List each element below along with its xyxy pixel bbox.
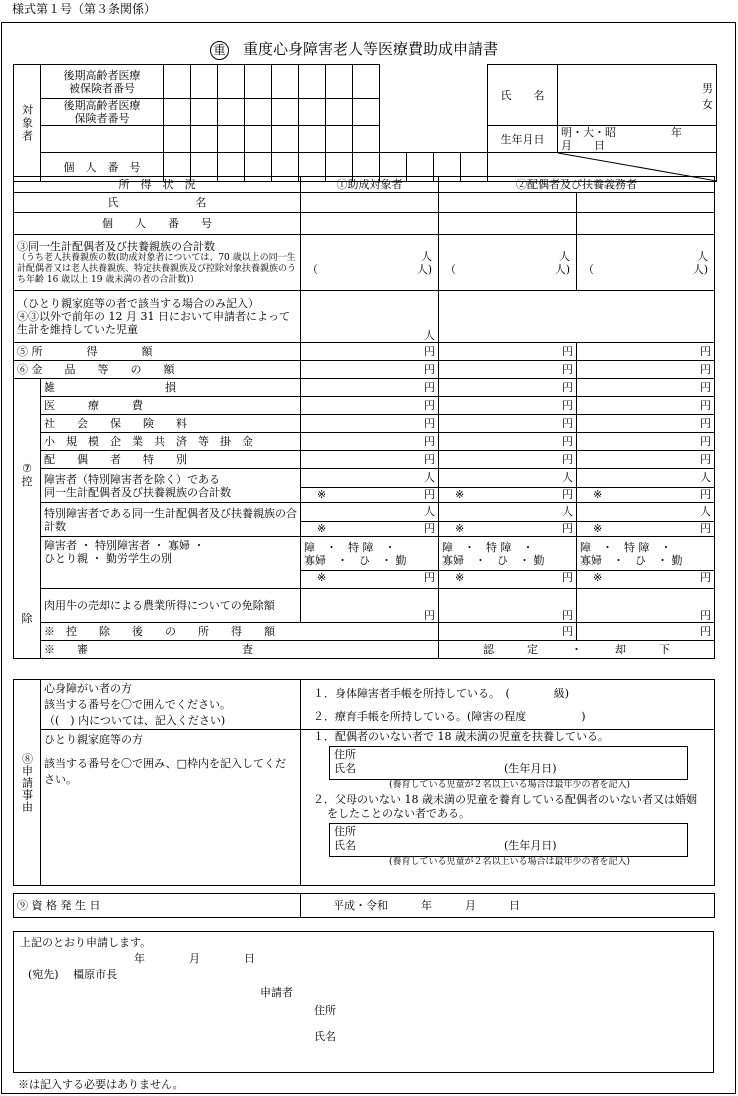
blank-cell xyxy=(434,65,461,99)
deduction-label: 雑 損 xyxy=(41,379,301,397)
deduct-label-bottom: 除 xyxy=(21,612,33,625)
review-label: ※ 審 査 xyxy=(41,641,439,659)
digit-cell[interactable] xyxy=(272,126,299,153)
split-cell[interactable] xyxy=(439,469,577,503)
blank-cell xyxy=(41,126,164,153)
yen-cell[interactable]: 円 xyxy=(577,589,715,623)
yen-cell[interactable]: 円 xyxy=(301,361,439,379)
application-box xyxy=(13,931,714,1073)
application-date[interactable]: 年 月 日 xyxy=(134,952,255,965)
subject-insured-no-label: 後期高齢者医療 被保険者番号 xyxy=(41,65,164,99)
unit-label: 人 xyxy=(301,471,438,488)
digit-cell[interactable] xyxy=(191,65,218,99)
yen-cell[interactable]: 円 xyxy=(301,433,439,451)
personal-number-label: 個 人 番 号 xyxy=(41,153,164,182)
mental-note: （( ) 内については、記入ください) xyxy=(44,713,226,727)
col1-header: ①助成対象者 xyxy=(301,177,439,193)
applicant-label: 申請者 xyxy=(260,986,293,999)
mark: ※ xyxy=(593,521,603,535)
yen-label: 円 xyxy=(424,571,435,584)
mark: ※ xyxy=(317,521,327,535)
eligibility-label: ⑨ 資 格 発 生 日 xyxy=(14,894,301,918)
digit-cell[interactable] xyxy=(353,65,380,99)
split-cell[interactable] xyxy=(439,503,577,537)
paren-close: 人) xyxy=(416,262,432,276)
after-deduction-label: ※ 控 除 後 の 所 得 額 xyxy=(41,623,439,641)
beef-label: 肉用牛の売却による農業所得についての免除額 xyxy=(41,589,301,623)
digit-cell[interactable] xyxy=(353,126,380,153)
yen-cell[interactable]: 円 xyxy=(439,451,577,469)
paren-close: 人) xyxy=(692,262,708,276)
review-value: 認 定 ・ 却 下 xyxy=(439,641,715,659)
yen-cell[interactable]: 円 xyxy=(577,361,715,379)
split-cell[interactable] xyxy=(301,469,439,503)
option-no-spouse[interactable]: １．配偶者のいない者で 18 歳未満の児童を扶養している。 xyxy=(313,730,609,743)
mark: ※ xyxy=(317,487,327,501)
mental-instruction: 該当する番号を〇で囲んでください。 xyxy=(44,697,231,711)
mark: ※ xyxy=(455,487,465,501)
subject-side-label: 対象者 xyxy=(14,65,41,182)
single-label xyxy=(41,730,301,886)
yen-cell[interactable]: 円 xyxy=(439,343,577,361)
application-line: 上記のとおり申請します。 xyxy=(20,936,152,949)
digit-cell[interactable] xyxy=(245,99,272,126)
digit-cell[interactable] xyxy=(218,99,245,126)
blank-cell xyxy=(380,99,488,126)
title-mark: 重 xyxy=(210,41,229,60)
mark: ※ xyxy=(593,487,603,501)
yen-cell[interactable]: 円 xyxy=(301,397,439,415)
single-desc: 該当する番号を〇で囲み、□枠内を記入してください。 xyxy=(44,757,287,786)
child-blank xyxy=(439,291,715,343)
split-cell[interactable] xyxy=(577,469,715,503)
dependents-cell[interactable] xyxy=(577,235,715,291)
mark: ※ xyxy=(455,571,465,584)
option-physical[interactable]: １．身体障害者手帳を所持している。 ( 級) xyxy=(313,687,570,700)
goods-amount-label: ⑥ 金 品 等 の 額 xyxy=(14,361,301,379)
yen-cell[interactable]: 円 xyxy=(301,451,439,469)
digit-cell[interactable] xyxy=(326,65,353,99)
deduction-side-label xyxy=(14,379,41,659)
yen-cell[interactable]: 円 xyxy=(577,343,715,361)
sex-female[interactable]: 女 xyxy=(702,98,713,111)
input-cell[interactable] xyxy=(577,193,715,213)
subject-table xyxy=(13,64,717,182)
mark: ※ xyxy=(317,571,327,584)
option-no-parents[interactable]: ２．父母のいない 18 歳未満の児童を養育している配偶者のいない者又は婚姻をしたことのない者である。 xyxy=(313,793,697,820)
yen-cell[interactable]: 円 xyxy=(439,361,577,379)
unit-label: 人 xyxy=(577,505,714,522)
mental-label xyxy=(41,680,301,730)
title-text: 重度心身障害老人等医療費助成申請書 xyxy=(243,40,499,58)
disabled-dependents-label: 障害者（特別障害者を除く）である 同一生計配偶者及び扶養親族の合計数 xyxy=(41,469,301,503)
child-row-label xyxy=(14,291,301,343)
yen-label: 円 xyxy=(700,521,711,535)
unit-label: 人 xyxy=(301,505,438,522)
yen-cell[interactable]: 円 xyxy=(439,589,577,623)
dependents-cell[interactable] xyxy=(439,235,577,291)
col2-header: ②配偶者及び扶養義務者 xyxy=(439,177,715,193)
yen-cell[interactable]: 円 xyxy=(577,397,715,415)
dependents-title: ③同一生計配偶者及び扶養親族の合計数 xyxy=(17,239,215,253)
digit-cell[interactable] xyxy=(245,65,272,99)
yen-label: 円 xyxy=(700,571,711,584)
mental-title: 心身障がい者の方 xyxy=(44,681,132,695)
birth-label: 生年月日 xyxy=(488,126,558,153)
digit-cell[interactable] xyxy=(326,126,353,153)
unit-label: 人 xyxy=(439,505,576,522)
child-box-2[interactable] xyxy=(329,823,688,857)
eligibility-value[interactable]: 平成・令和 年 月 日 xyxy=(301,894,715,918)
yen-cell[interactable]: 円 xyxy=(577,415,715,433)
name-label: 氏名 xyxy=(334,839,356,852)
id-row-label: 個 人 番 号 xyxy=(14,213,301,235)
yen-cell[interactable]: 円 xyxy=(301,589,439,623)
paren-open: （ xyxy=(307,262,318,276)
digit-cell[interactable] xyxy=(272,99,299,126)
dependents-cell[interactable] xyxy=(301,235,439,291)
status-line2: 寡婦 ・ ひ ・ 勤 xyxy=(439,554,576,571)
digit-cell xyxy=(380,65,407,99)
child-box-1[interactable] xyxy=(329,746,688,780)
input-cell[interactable] xyxy=(577,213,715,235)
address-label: 住所 xyxy=(334,748,356,761)
yen-cell[interactable]: 円 xyxy=(439,433,577,451)
yen-label: 円 xyxy=(424,487,435,501)
income-status-header: 所 得 状 況 xyxy=(14,177,301,193)
split-cell[interactable] xyxy=(301,503,439,537)
yen-cell[interactable]: 円 xyxy=(301,415,439,433)
yen-cell[interactable]: 円 xyxy=(301,343,439,361)
option-rehab[interactable]: ２．療育手帳を所持している。(障害の程度 ) xyxy=(313,710,586,723)
birth-label: (生年月日) xyxy=(504,839,557,852)
eligibility-table xyxy=(13,893,715,918)
child-count-cell[interactable] xyxy=(301,291,439,343)
input-cell[interactable] xyxy=(301,213,439,235)
digit-cell[interactable] xyxy=(299,99,326,126)
deduction-label: 小 規 模 企 業 共 済 等 掛 金 xyxy=(41,433,301,451)
status-cell[interactable] xyxy=(439,537,577,589)
unit-label: 人 xyxy=(424,329,435,342)
yen-cell[interactable]: 円 xyxy=(577,623,715,641)
paren-close: 人) xyxy=(554,262,570,276)
digit-cell[interactable] xyxy=(353,99,380,126)
yen-label: 円 xyxy=(700,487,711,501)
name-row-label: 氏 名 xyxy=(14,193,301,213)
status-line1: 障 ・ 特 障 ・ xyxy=(304,541,396,554)
paren-open: （ xyxy=(583,262,594,276)
single-note: （ひとり親家庭等の者で該当する場合のみ記入） xyxy=(17,297,259,310)
unit-label: 人 xyxy=(577,471,714,488)
unit-label: 人 xyxy=(559,249,570,263)
mental-options[interactable] xyxy=(301,680,715,730)
digit-cell[interactable] xyxy=(326,99,353,126)
address-label: 住所 xyxy=(334,825,356,838)
applicant-address[interactable]: 住所 xyxy=(314,1004,336,1017)
unit-label: 人 xyxy=(421,249,432,263)
subject-name-field[interactable] xyxy=(558,65,717,126)
digit-cell[interactable] xyxy=(191,99,218,126)
single-title: ひとり親家庭等の方 xyxy=(44,733,143,746)
addressee: (宛先) 橿原市長 xyxy=(28,968,118,981)
single-options[interactable] xyxy=(301,730,715,886)
status-line1: 障 ・ 特 障 ・ xyxy=(442,541,534,554)
subject-name-label: 氏 名 xyxy=(488,65,558,126)
birth-value[interactable]: 明・大・昭 年 月 日 xyxy=(558,126,717,153)
page-title xyxy=(210,38,498,60)
digit-cell[interactable] xyxy=(164,65,191,99)
box-note: (養育している児童が２名以上いる場合は最年少の者を記入) xyxy=(388,780,631,790)
applicant-name[interactable]: 氏名 xyxy=(314,1030,336,1043)
box-note: (養育している児童が２名以上いる場合は最年少の者を記入) xyxy=(388,857,631,867)
income-table xyxy=(13,176,715,659)
paren-row xyxy=(583,263,708,276)
yen-cell[interactable]: 円 xyxy=(577,451,715,469)
split-cell[interactable] xyxy=(577,503,715,537)
sex-male[interactable]: 男 xyxy=(702,82,713,95)
blank-cell xyxy=(461,65,488,99)
subject-insurer-no-label: 後期高齢者医療 保険者番号 xyxy=(41,99,164,126)
digit-cell[interactable] xyxy=(218,126,245,153)
mark: ※ xyxy=(593,571,603,584)
input-cell[interactable] xyxy=(301,193,439,213)
reason-table xyxy=(13,679,715,886)
paren-row xyxy=(445,263,570,276)
yen-label: 円 xyxy=(562,571,573,584)
name-label: 氏名 xyxy=(334,762,356,775)
paren-row xyxy=(307,263,432,276)
yen-cell[interactable]: 円 xyxy=(439,623,577,641)
input-cell[interactable] xyxy=(439,213,577,235)
mark: ※ xyxy=(455,521,465,535)
yen-cell[interactable]: 円 xyxy=(439,415,577,433)
deduction-label: 社 会 保 険 料 xyxy=(41,415,301,433)
yen-cell[interactable]: 円 xyxy=(439,379,577,397)
reason-side-label: ⑧申請事由 xyxy=(14,680,41,886)
status-cell[interactable] xyxy=(301,537,439,589)
child-text: ④③以外で前年の 12 月 31 日において申請者によって生計を維持していた児童 xyxy=(17,310,290,336)
status-cell[interactable] xyxy=(577,537,715,589)
yen-cell[interactable]: 円 xyxy=(439,397,577,415)
digit-cell[interactable] xyxy=(299,65,326,99)
digit-cell[interactable] xyxy=(272,65,299,99)
deduction-label: 医 療 費 xyxy=(41,397,301,415)
yen-label: 円 xyxy=(562,521,573,535)
dependents-label xyxy=(14,235,301,291)
unit-label: 人 xyxy=(697,249,708,263)
blank-cell xyxy=(407,65,434,99)
digit-cell[interactable] xyxy=(218,65,245,99)
unit-label: 人 xyxy=(439,471,576,488)
deduct-label-top: ⑦ 控 xyxy=(21,462,33,488)
digit-cell[interactable] xyxy=(299,126,326,153)
digit-cell[interactable] xyxy=(191,126,218,153)
digit-cell[interactable] xyxy=(164,99,191,126)
special-dependents-label: 特別障害者である同一生計配偶者及び扶養親族の合計数 xyxy=(41,503,301,537)
yen-label: 円 xyxy=(424,521,435,535)
digit-cell[interactable] xyxy=(164,126,191,153)
status-line2: 寡婦 ・ ひ ・ 勤 xyxy=(301,554,438,571)
blank-cell xyxy=(380,126,488,153)
input-cell[interactable] xyxy=(439,193,577,213)
birth-label: (生年月日) xyxy=(504,762,557,775)
digit-cell[interactable] xyxy=(245,126,272,153)
status-line1: 障 ・ 特 障 ・ xyxy=(580,541,672,554)
yen-cell[interactable]: 円 xyxy=(577,379,715,397)
footer-note: ※は記入する必要はありません。 xyxy=(18,1078,184,1091)
deduction-label: 配 偶 者 特 別 xyxy=(41,451,301,469)
yen-cell[interactable]: 円 xyxy=(301,379,439,397)
yen-label: 円 xyxy=(562,487,573,501)
dependents-note: （うち老人扶養親族の数(助成対象者については、70 歳以上の同一生計配偶者又は老人扶養親族、特定扶養親族及び控除対象扶養親族のうち年齢 16 歳以上 19 歳未満の者の合計数)） xyxy=(17,252,297,285)
income-amount-label: ⑤ 所 得 額 xyxy=(14,343,301,361)
form-number: 様式第１号（第３条関係） xyxy=(12,2,157,16)
status-line2: 寡婦 ・ ひ ・ 勤 xyxy=(577,554,714,571)
status-label: 障害者 ・ 特別障害者 ・ 寡婦 ・ ひとり親 ・ 勤労学生の別 xyxy=(41,537,301,589)
paren-open: （ xyxy=(445,262,456,276)
yen-cell[interactable]: 円 xyxy=(577,433,715,451)
